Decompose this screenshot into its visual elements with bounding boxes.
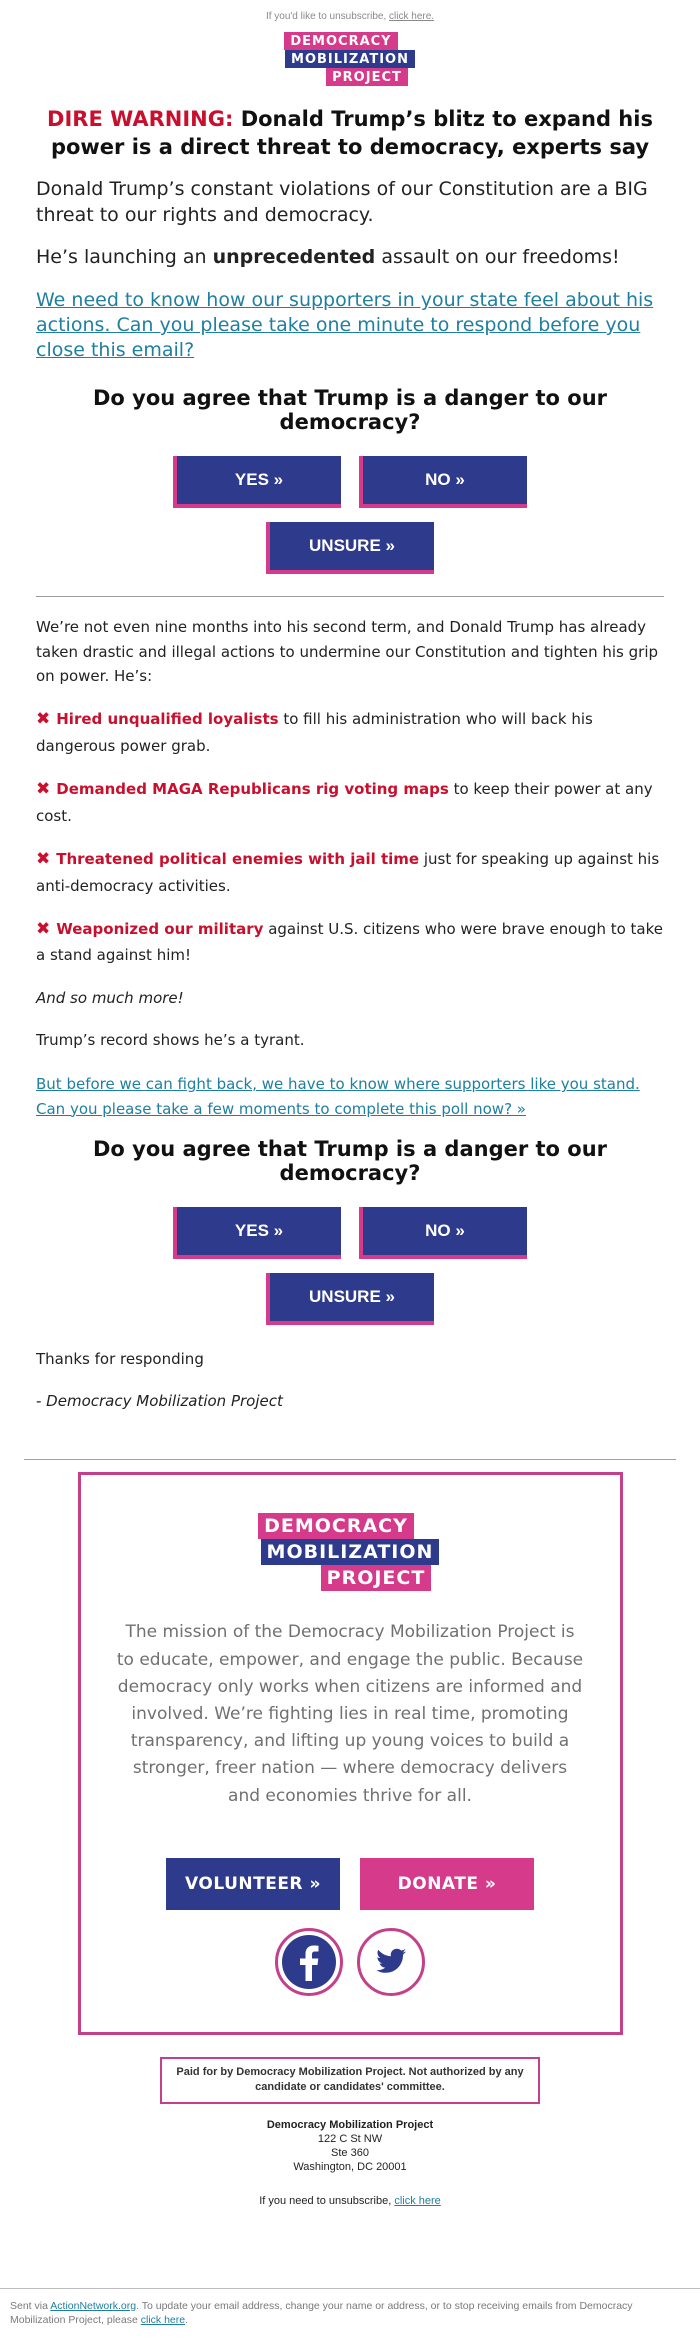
poll-link-paragraph-2 xyxy=(36,1072,664,1121)
poll-buttons-row-1b xyxy=(20,522,680,574)
logo-line-1: DEMOCRACY xyxy=(284,32,397,50)
poll-buttons-row-2 xyxy=(20,1207,680,1259)
bullet-bold: Hired unqualified loyalists xyxy=(56,710,279,729)
intro-p2-bold: unprecedented xyxy=(212,245,376,268)
bullet-item xyxy=(36,846,664,898)
bullet-bold: Demanded MAGA Republicans rig voting maps xyxy=(56,780,449,799)
and-so-much-more xyxy=(36,986,664,1010)
bullet-item xyxy=(36,776,664,828)
signoff xyxy=(36,1389,664,1413)
actionnetwork-link[interactable]: ActionNetwork.org xyxy=(50,2300,137,2312)
divider xyxy=(36,596,664,597)
poll-question-1: Do you agree that Trump is a danger to our democracy? xyxy=(92,386,608,435)
footer-click-here-link[interactable]: click here xyxy=(140,2314,186,2327)
headline xyxy=(30,106,670,161)
paid-for-disclaimer: Paid for by Democracy Mobilization Project. Not authorized by any candidate or candidates' committee. xyxy=(160,2057,540,2104)
facebook-icon[interactable] xyxy=(275,1928,343,1996)
poll-buttons-row-1 xyxy=(20,456,680,508)
thanks-text: Thanks for responding xyxy=(36,1349,204,1368)
footer-sent-via: Sent via xyxy=(10,2300,48,2312)
intro-p2-before: He’s launching an xyxy=(36,245,207,268)
bottom-unsubscribe xyxy=(0,2195,700,2207)
poll-buttons-row-2b xyxy=(20,1273,680,1325)
intro-link-paragraph xyxy=(36,288,664,362)
footer-end: . xyxy=(185,2314,189,2327)
intro-paragraph-1: Donald Trump’s constant violations of our Constitution are a BIG threat to our rights and democracy. xyxy=(36,178,648,227)
footer-bar xyxy=(0,2288,700,2327)
logo-line-3: PROJECT xyxy=(321,1565,432,1591)
address-line-1: 122 C St NW xyxy=(317,2132,383,2145)
top-unsubscribe-text: If you'd like to unsubscribe, xyxy=(265,11,387,22)
footer-logo[interactable] xyxy=(261,1513,440,1591)
mission-box xyxy=(78,1472,623,2034)
bottom-unsubscribe-link[interactable]: click here xyxy=(394,2194,441,2207)
address-line-2: Ste 360 xyxy=(331,2147,369,2160)
headline-warning: DIRE WARNING: xyxy=(47,107,234,131)
unsure-button-1[interactable]: UNSURE » xyxy=(266,522,434,574)
bullet-rest: to fill his administration who will back his dangerous power grab. xyxy=(36,710,593,755)
yes-button-2[interactable]: YES » xyxy=(173,1207,341,1259)
bullet-rest: to keep their power at any cost. xyxy=(36,780,653,825)
signoff-text: - Democracy Mobilization Project xyxy=(36,1392,283,1411)
tyrant-text: Trump’s record shows he’s a tyrant. xyxy=(36,1030,305,1049)
more-text: And so much more! xyxy=(36,988,184,1007)
x-mark-icon: ✖ xyxy=(36,709,51,730)
top-unsubscribe-link[interactable]: click here. xyxy=(389,11,435,22)
bottom-unsubscribe-text: If you need to unsubscribe, xyxy=(259,2194,392,2207)
donate-button[interactable]: DONATE » xyxy=(360,1858,534,1910)
bullet-item xyxy=(36,916,664,968)
footer-middle: . To update your email address, change your name or address, or to stop receiving emails from Democracy Mobilization Project, please xyxy=(10,2300,633,2327)
logo-line-1: DEMOCRACY xyxy=(258,1513,414,1539)
intro-paragraph-2 xyxy=(36,245,664,271)
intro-poll-link[interactable]: We need to know how our supporters in your state feel about his actions. Can you please take one minute to respond before you close this email? xyxy=(36,289,654,361)
poll-question-2: Do you agree that Trump is a danger to our democracy? xyxy=(92,1136,608,1185)
address-line-3: Washington, DC 20001 xyxy=(293,2161,407,2174)
top-unsubscribe xyxy=(0,0,700,22)
x-mark-icon: ✖ xyxy=(36,779,51,800)
volunteer-button[interactable]: VOLUNTEER » xyxy=(166,1858,340,1910)
yes-button-1[interactable]: YES » xyxy=(173,456,341,508)
poll-link-2[interactable]: But before we can fight back, we have to know where supporters like you stand. Can you please take a few moments to complete this poll now? » xyxy=(36,1075,640,1118)
twitter-icon[interactable] xyxy=(357,1928,425,1996)
org-name: Democracy Mobilization Project xyxy=(266,2118,434,2131)
logo[interactable] xyxy=(285,32,415,86)
social-row xyxy=(109,1928,592,1996)
headline-text: Donald Trump’s blitz to expand his power is a direct threat to democracy, experts say xyxy=(50,107,653,159)
mission-text: The mission of the Democracy Mobilization Project is to educate, empower, and engage the public. Because democracy only works when citizens are informed and involved. We’re fighting lies in real time, promoting transparency, and lifting up young voices to build a stronger, freer nation — where democracy delivers and economies thrive for all. xyxy=(116,1622,584,1806)
logo-line-2: MOBILIZATION xyxy=(285,50,415,68)
logo-line-2: MOBILIZATION xyxy=(261,1539,440,1565)
cta-row xyxy=(109,1858,592,1910)
x-mark-icon: ✖ xyxy=(36,918,51,939)
bullet-item xyxy=(36,706,664,758)
logo-line-3: PROJECT xyxy=(326,68,408,86)
intro-p2-after: assault on our freedoms! xyxy=(381,245,620,268)
address-block xyxy=(0,2118,700,2175)
bullet-bold: Weaponized our military xyxy=(56,919,264,938)
body-paragraph-1: We’re not even nine months into his second term, and Donald Trump has already taken drastic and illegal actions to undermine our Constitution and tighten his grip on power. He’s: xyxy=(36,618,659,686)
no-button-1[interactable]: NO » xyxy=(359,456,527,508)
x-mark-icon: ✖ xyxy=(36,848,51,869)
bullet-rest: against U.S. citizens who were brave enough to take a stand against him! xyxy=(36,919,663,965)
no-button-2[interactable]: NO » xyxy=(359,1207,527,1259)
unsure-button-2[interactable]: UNSURE » xyxy=(266,1273,434,1325)
bullet-rest: just for speaking up against his anti-democracy activities. xyxy=(36,849,660,895)
bullet-bold: Threatened political enemies with jail time xyxy=(56,849,420,868)
footer-divider xyxy=(24,1459,676,1460)
